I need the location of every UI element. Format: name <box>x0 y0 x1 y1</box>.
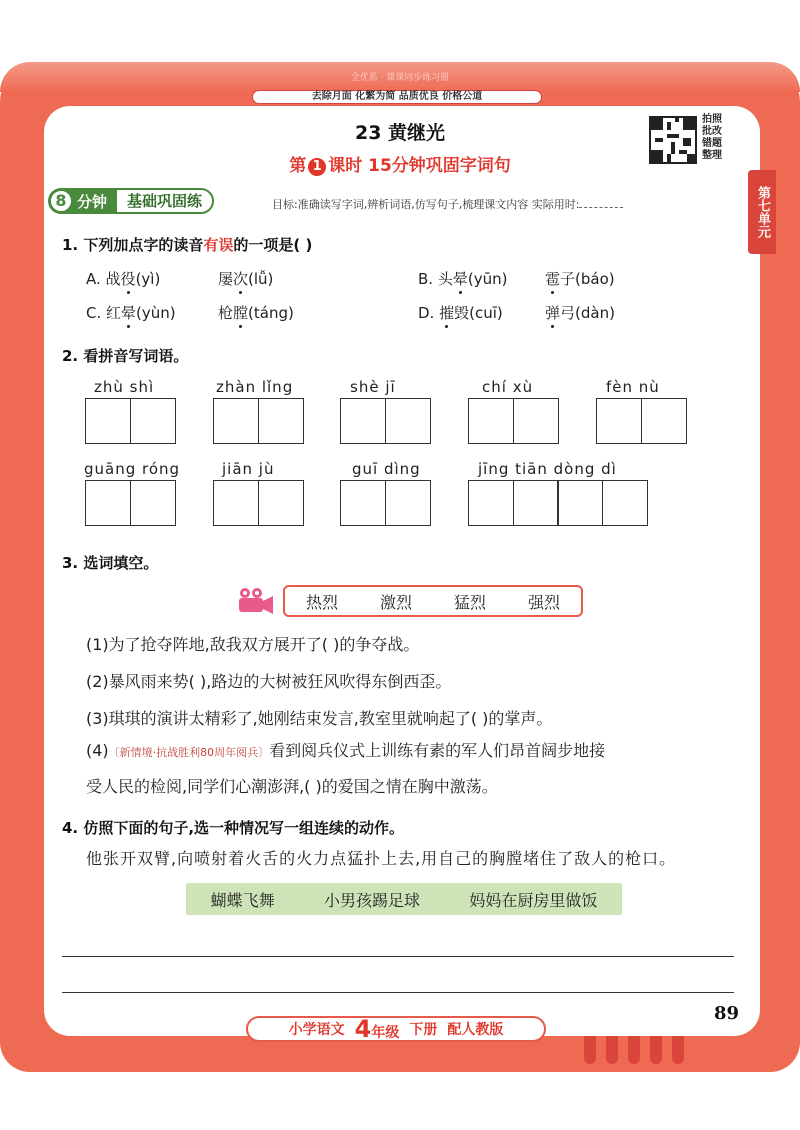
footer-grade-number: 4 <box>354 1015 372 1043</box>
char-box[interactable] <box>340 398 386 444</box>
pinyin-label: chí xù <box>482 378 534 396</box>
option-c-word2-char: 枪 <box>218 304 234 322</box>
q1-stem-a: 1. 下列加点字的读音 <box>62 236 204 254</box>
char-box[interactable] <box>258 480 304 526</box>
minutes-unit: 分钟 <box>77 192 108 211</box>
pinyin-label: shè jī <box>350 378 396 396</box>
fill-sentence-4[interactable] <box>86 738 605 761</box>
char-box[interactable] <box>85 480 131 526</box>
word-bank <box>283 585 583 617</box>
char-box-group[interactable] <box>213 480 302 526</box>
fill-sentence-2[interactable]: (2)暴风雨来势( ),路边的大树被狂风吹得东倒西歪。 <box>86 672 452 691</box>
pinyin-label: guī dìng <box>352 460 421 478</box>
option-c-pinyin: (yùn) <box>136 304 176 322</box>
char-box[interactable] <box>596 398 642 444</box>
char-box[interactable] <box>602 480 648 526</box>
option-d-pinyin: 毁(cuī) <box>454 304 503 322</box>
char-box-group[interactable] <box>596 398 685 444</box>
char-box[interactable] <box>385 398 431 444</box>
option-d-word2-dotted: 弹 <box>545 304 561 322</box>
q1-stem-emphasis: 有误 <box>203 236 234 254</box>
char-box[interactable] <box>340 480 386 526</box>
footer-volume: 下册 <box>409 1022 438 1038</box>
section-header <box>48 188 214 214</box>
option-d-word2-char: 弓 <box>560 304 576 322</box>
option-a-word2-char: 屡 <box>218 270 234 288</box>
series-strip: 全优系 · 课课同步练习册 <box>350 73 450 83</box>
option-b-word2-char: 子 <box>560 270 576 288</box>
option-c-word2 <box>218 302 294 323</box>
option-a-pinyin: (yì) <box>135 270 161 288</box>
char-box[interactable] <box>385 480 431 526</box>
option-c-word2-dotted: 膛 <box>233 304 249 322</box>
option-b-pinyin: (yūn) <box>467 270 508 288</box>
option-c-label: C. 红 <box>86 304 122 322</box>
option-a-word2 <box>218 268 273 289</box>
page-tab-mark <box>606 1036 618 1064</box>
pinyin-label: zhù shì <box>94 378 155 396</box>
char-box[interactable] <box>513 398 559 444</box>
new-context-tag: 〔新情境·抗战胜利80周年阅兵〕 <box>108 746 270 759</box>
option-b-dotted-char: 晕 <box>452 270 468 288</box>
char-box-group[interactable] <box>85 480 174 526</box>
situation-option[interactable]: 蝴蝶飞舞 <box>210 890 275 910</box>
pinyin-label: guāng róng <box>84 460 181 478</box>
pinyin-label: zhàn lǐng <box>216 378 294 396</box>
fill-sentence-1[interactable]: (1)为了抢夺阵地,敌我双方展开了( )的争夺战。 <box>86 635 420 654</box>
char-box[interactable] <box>468 398 514 444</box>
option-a-label: A. 战 <box>86 270 121 288</box>
option-c-dotted-char: 晕 <box>121 304 137 322</box>
option-b-word2-dotted: 雹 <box>545 270 561 288</box>
book-footer <box>246 1016 546 1042</box>
char-box[interactable] <box>130 480 176 526</box>
footer-grade-word: 年级 <box>371 1025 400 1041</box>
goal-text: 目标:准确读写字词,辨析词语,仿写句子,梳理课文内容 实际用时: <box>272 198 580 211</box>
option-b-label: B. 头 <box>418 270 453 288</box>
option-d-label: D. <box>418 304 440 322</box>
pinyin-label: jiān jù <box>222 460 275 478</box>
minutes-badge <box>48 188 115 214</box>
word-option[interactable]: 强烈 <box>527 592 560 612</box>
lesson-number-badge: 1 <box>308 158 326 176</box>
sentence-4-number: (4) <box>86 741 109 760</box>
subtitle-pre: 第 <box>289 156 307 176</box>
option-d-word2-pinyin: (dàn) <box>575 304 615 322</box>
option-b-word2-pinyin: (báo) <box>575 270 615 288</box>
time-blank[interactable] <box>579 207 623 208</box>
answer-line[interactable] <box>62 956 734 957</box>
char-box[interactable] <box>468 480 514 526</box>
char-box[interactable] <box>213 480 259 526</box>
lesson-title: 23 黄继光 <box>354 122 446 144</box>
word-option[interactable]: 激烈 <box>379 592 412 612</box>
minutes-number: 8 <box>49 189 73 213</box>
page-tab-mark <box>650 1036 662 1064</box>
option-a-word2-pinyin: (lǚ) <box>248 270 274 288</box>
page-tab-mark <box>584 1036 596 1064</box>
char-box-group[interactable] <box>85 398 174 444</box>
camera-icon <box>236 586 276 616</box>
question-1-stem <box>62 234 312 255</box>
fill-sentence-3[interactable]: (3)琪琪的演讲太精彩了,她刚结束发言,教室里就响起了( )的掌声。 <box>86 709 553 728</box>
situation-choices <box>186 883 622 915</box>
char-box[interactable] <box>641 398 687 444</box>
slogan-banner: 去除月面 化繁为简 品质优良 价格公道 <box>252 90 542 104</box>
q1-stem-b: 的一项是( ) <box>233 236 313 254</box>
word-option[interactable]: 热烈 <box>305 592 338 612</box>
option-b[interactable] <box>418 268 507 289</box>
footer-subject: 小学语文 <box>288 1022 345 1038</box>
char-box-group[interactable] <box>468 398 557 444</box>
unit-side-tab[interactable]: 第七单元 <box>748 170 776 254</box>
page-number: 89 <box>714 1003 740 1024</box>
situation-option[interactable]: 小男孩踢足球 <box>323 890 420 910</box>
pinyin-label: fèn nù <box>606 378 660 396</box>
page-tab-mark <box>672 1036 684 1064</box>
option-a-word2-dotted: 次 <box>233 270 249 288</box>
word-option[interactable]: 猛烈 <box>453 592 486 612</box>
char-box-group[interactable] <box>340 398 429 444</box>
answer-line[interactable] <box>62 992 734 993</box>
page-tab-mark <box>628 1036 640 1064</box>
question-3-stem: 3. 选词填空。 <box>62 554 159 572</box>
char-box-group[interactable] <box>213 398 302 444</box>
question-4-stem: 4. 仿照下面的句子,选一种情况写一组连续的动作。 <box>62 819 405 837</box>
char-box[interactable] <box>513 480 559 526</box>
question-2-stem: 2. 看拼音写词语。 <box>62 347 189 365</box>
subtitle-post: 课时 15分钟巩固字词句 <box>328 156 511 176</box>
option-c[interactable] <box>86 302 176 323</box>
char-box[interactable] <box>85 398 131 444</box>
char-box[interactable] <box>213 398 259 444</box>
fill-sentence-4-line2[interactable]: 受人民的检阅,同学们心潮澎湃,( )的爱国之情在胸中激荡。 <box>86 777 498 796</box>
footer-edition: 配人教版 <box>447 1022 504 1038</box>
qr-caption: 拍照批改 错题整理 <box>702 114 722 161</box>
sentence-4-text: 看到阅兵仪式上训练有素的军人们昂首阔步地接 <box>269 741 606 760</box>
option-d[interactable] <box>418 302 503 323</box>
option-d-word2 <box>545 302 615 323</box>
qr-code-icon[interactable] <box>649 116 697 164</box>
char-box[interactable] <box>258 398 304 444</box>
option-d-dotted-char: 摧 <box>439 304 455 322</box>
section-goal <box>272 196 623 212</box>
option-c-word2-pinyin: (táng) <box>248 304 294 322</box>
pinyin-label: jīng tiān dòng dì <box>478 460 617 478</box>
section-name: 基础巩固练 <box>115 188 214 214</box>
char-box-group[interactable] <box>340 480 429 526</box>
model-sentence: 他张开双臂,向喷射着火舌的火力点猛扑上去,用自己的胸膛堵住了敌人的枪口。 <box>86 849 677 868</box>
option-a[interactable] <box>86 268 160 289</box>
situation-option[interactable]: 妈妈在厨房里做饭 <box>469 890 598 910</box>
char-box-group[interactable] <box>468 480 646 526</box>
char-box[interactable] <box>557 480 603 526</box>
option-b-word2 <box>545 268 615 289</box>
option-a-dotted-char: 役 <box>120 270 136 288</box>
char-box[interactable] <box>130 398 176 444</box>
